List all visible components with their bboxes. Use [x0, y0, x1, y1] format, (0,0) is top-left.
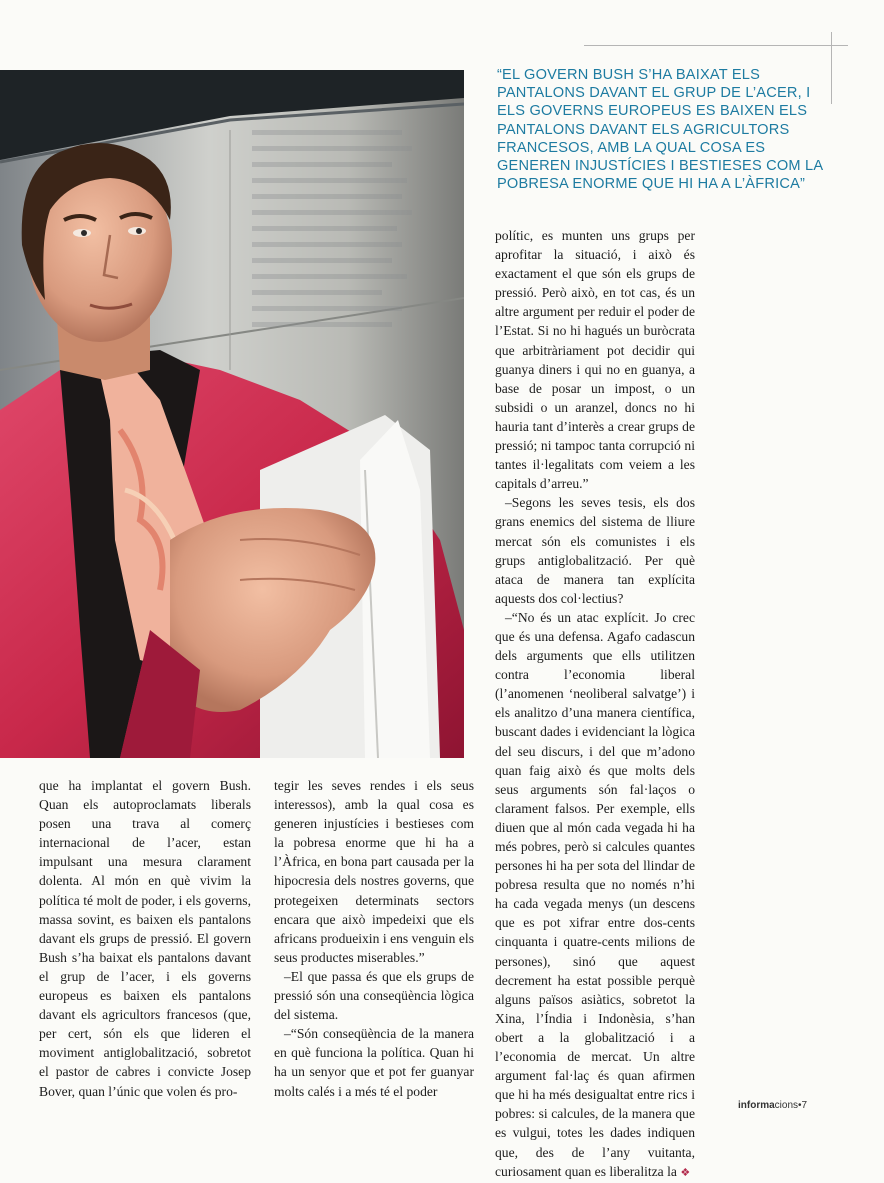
column-a [39, 776, 251, 1101]
pull-quote: “EL GOVERN BUSH S’HA BAIXAT ELS PANTALONS DAVANT EL GRUP DE L’ACER, I ELS GOVERNS EUROPEUS ES BAIXEN ELS PANTALONS DAVANT ELS AGRICULTORS FRANCESOS, AMB LA QUAL COSA ES GENEREN INJUSTÍCIES I BESTIESES COM LA POBRESA ENORME QUE HI HA A L’ÀFRICA” [497, 67, 823, 193]
magazine-name-rest: cions [774, 1100, 799, 1111]
magazine-name-bold: informa [738, 1100, 775, 1111]
interviewee-photo [0, 70, 464, 758]
column-b-paragraph-1: tegir les seves rendes i els seus interessos), amb la qual cosa es generen injustícies i bestieses com la pobresa enorme que hi ha a l’Àfrica, en bona part causada per la hipocresia dels nostres governs, que protegeixen determinats sectors encara que això impedeixi que els africans produeixin i ens venguin els seus productes miserables.” [274, 778, 474, 965]
column-c [495, 226, 695, 1183]
column-c-paragraph-2: –Segons les seves tesis, els dos grans enemics del sistema de lliure mercat són els comunistes i els grups antiglobalització. Per què ataca de manera tan explícita aquests dos col·lectius? [495, 495, 695, 606]
column-c-paragraph-3 [495, 608, 695, 1183]
footer-separator: • [798, 1100, 802, 1111]
column-c-paragraph-3-text: –“No és un atac explícit. Jo crec que és una defensa. Agafo cadascun dels arguments que ells utilitzen contra l’economia liberal (l’anomenen ‘neoliberal salvatge’) i els analitzo d’una manera científica, buscant dades i evidenciant la lògica del seu discurs, i del que m’adono quan faig això és que molts dels seus arguments són fal·laços o clarament falsos. Per exemple, ells diuen que al món cada vegada hi ha més pobres, però si calcules quantes persones hi ha per sota del llindar de pobresa resulta que no només n’hi ha cada vegada menys (un descens que es pot xifrar entre dos-cents cinquanta i quatre-cents milions de persones), sinó que aquest decrement ha estat possible perquè alguns països asiàtics, sobretot la Xina, l’Índia i Indonèsia, s’han obert a la globalització i a l’economia de mercat. Un altre argument fal·laç és quan afirmen que hi ha més desigualtat entre rics i pobres: si calcules, de la manera que es vulgui, totes les dades indiquen que, des de l’any vuitanta, curiosament quan es liberalitza la [495, 609, 695, 1179]
column-a-paragraph: que ha implantat el govern Bush. Quan els autoproclamats liberals posen una trava al comerç internacional de l’acer, estan impulsant una mesura clarament dolenta. Al món en què vivim la política té molt de poder, i els governs, massa sovint, es baixen els pantalons davant els grups de pressió. El govern Bush s’ha baixat els pantalons davant el grup de l’acer, i els governs europeus es baixen els pantalons davant els agricultors francesos (que, per cert, són els que lideren el moviment antiglobalització, sobretot el pastor de cabres i convicte Josep Bover, quan l’únic que volen és pro- [39, 778, 251, 1099]
column-b [274, 776, 474, 1101]
column-c-paragraph-1: polític, es munten uns grups per aprofitar la situació, i això és exactament el que són els grups de pressió. Però això, en tot cas, és un altre argument per reduir el poder de l’Estat. Si no hi hagués un buròcrata que arbitràriament pot decidir qui guanya diners i qui no en guanya, a base de posar un impost, o un subsidi o un aranzel, doncs no hi hauria tant d’interès a crear grups de pressió; ni tampoc tanta corrupció ni tantes il·legalitats com veiem a les capitals d’arreu.” [495, 228, 695, 492]
page-footer [738, 1100, 807, 1111]
column-b-paragraph-3: –“Són conseqüència de la manera en què funciona la política. Quan hi ha un senyor que et pot fer guanyar molts calés i a més té el poder [274, 1026, 474, 1099]
page-number: 7 [801, 1100, 808, 1111]
end-mark-icon: ❖ [680, 1166, 691, 1179]
top-rule-horizontal [584, 45, 848, 46]
column-b-paragraph-2: –El que passa és que els grups de pressió són una conseqüència lògica del sistema. [274, 968, 474, 1023]
